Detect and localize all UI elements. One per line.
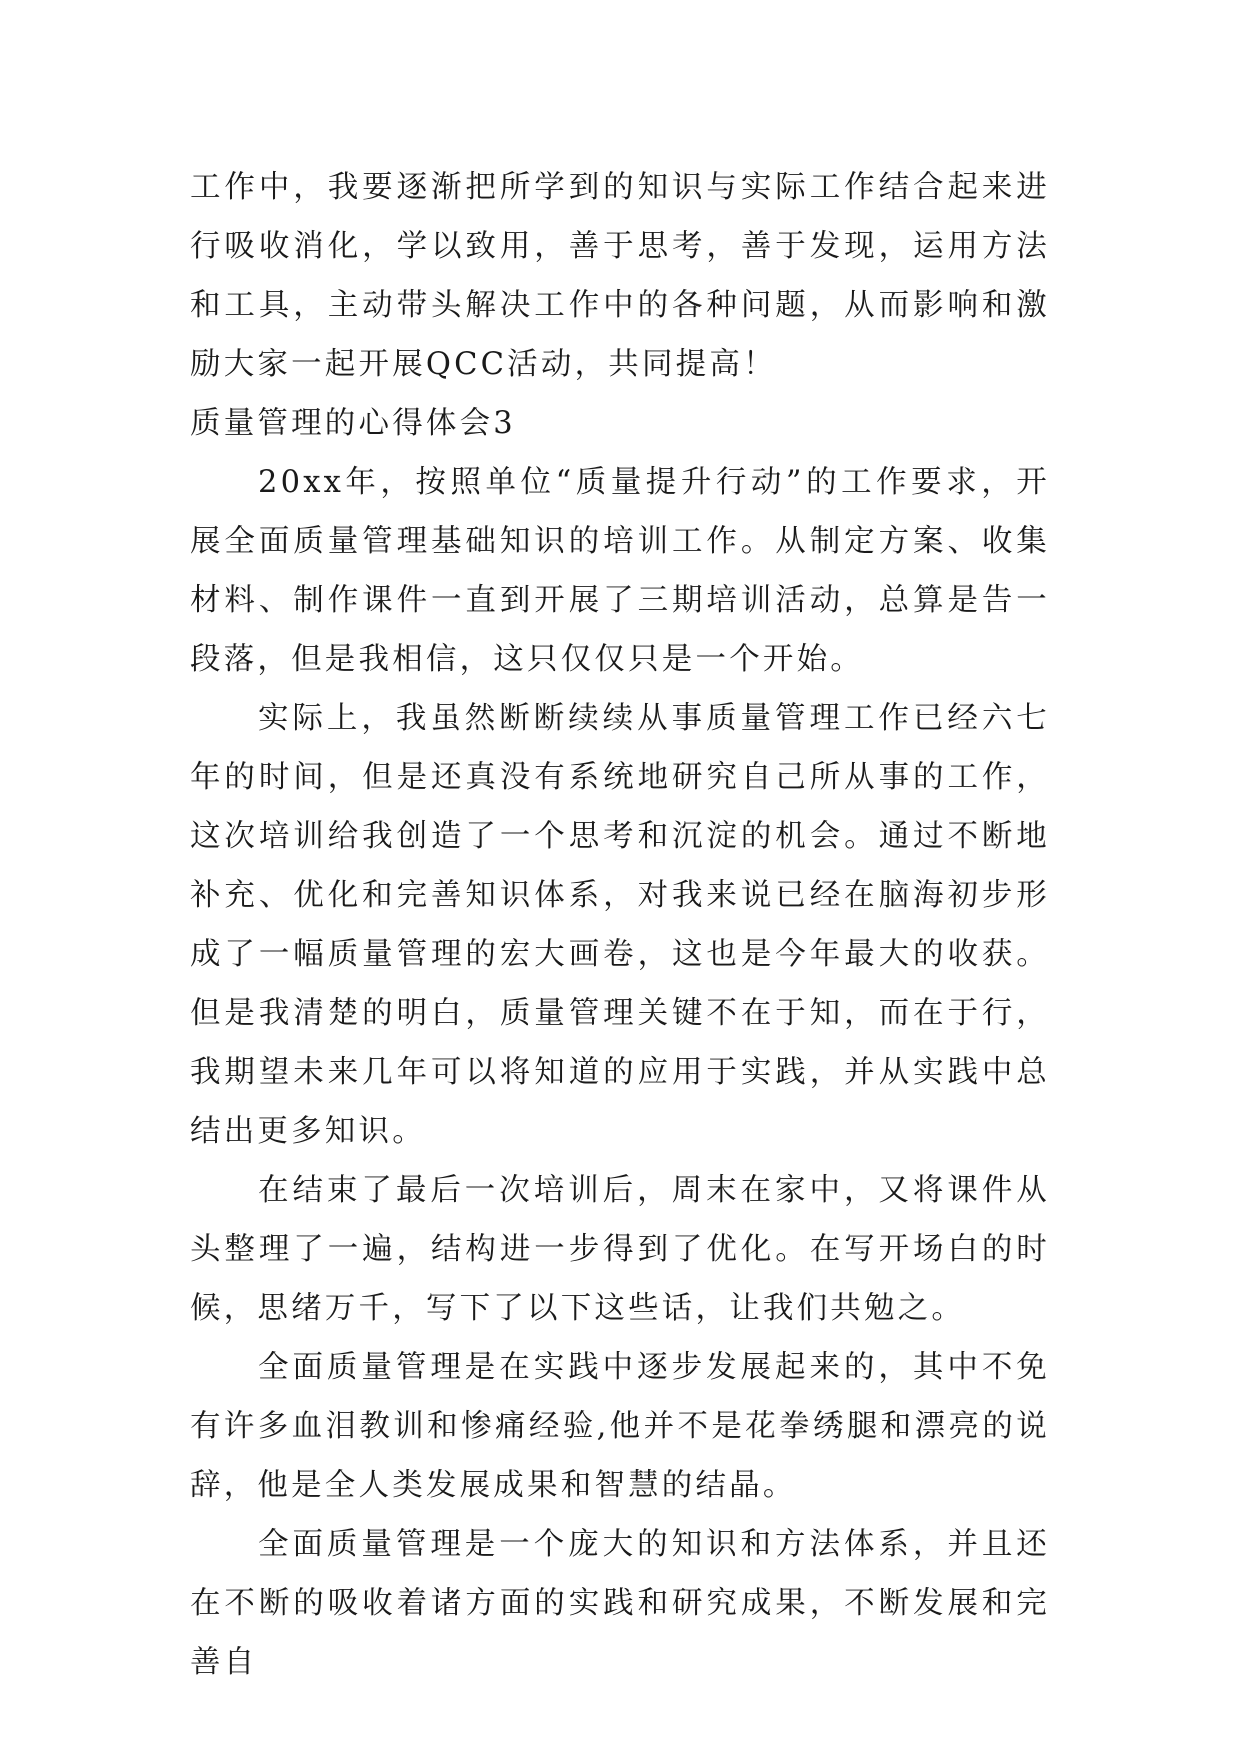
paragraph-1: 20xx年，按照单位“质量提升行动”的工作要求，开展全面质量管理基础知识的培训工作。从制定方案、收集材料、制作课件一直到开展了三期培训活动，总算是告一段落，但是我相信，这只仅仅只是一个开始。 [190,465,1050,677]
paragraph-3: 在结束了最后一次培训后，周末在家中，又将课件从头整理了一遍，结构进一步得到了优化。在写开场白的时候，思绪万千，写下了以下这些话，让我们共勉之。 [190,1173,1050,1326]
paragraph-5: 全面质量管理是一个庞大的知识和方法体系，并且还在不断的吸收着诸方面的实践和研究成果，不断发展和完善自 [190,1527,1050,1680]
paragraph-4: 全面质量管理是在实践中逐步发展起来的，其中不免有许多血泪教训和惨痛经验,他并不是花拳绣腿和漂亮的说辞，他是全人类发展成果和智慧的结晶。 [190,1350,1050,1503]
section-title: 质量管理的心得体会3 [190,406,516,441]
document-body [190,158,1050,1692]
paragraph-2: 实际上，我虽然断断续续从事质量管理工作已经六七年的时间，但是还真没有系统地研究自己所从事的工作，这次培训给我创造了一个思考和沉淀的机会。通过不断地补充、优化和完善知识体系，对我来说已经在脑海初步形成了一幅质量管理的宏大画卷，这也是今年最大的收获。但是我清楚的明白，质量管理关键不在于知，而在于行，我期望未来几年可以将知道的应用于实践，并从实践中总结出更多知识。 [190,701,1050,1149]
paragraph-continuation: 工作中，我要逐渐把所学到的知识与实际工作结合起来进行吸收消化，学以致用，善于思考，善于发现，运用方法和工具，主动带头解决工作中的各种问题，从而影响和激励大家一起开展QCC活动，共同提高！ [190,170,1050,382]
